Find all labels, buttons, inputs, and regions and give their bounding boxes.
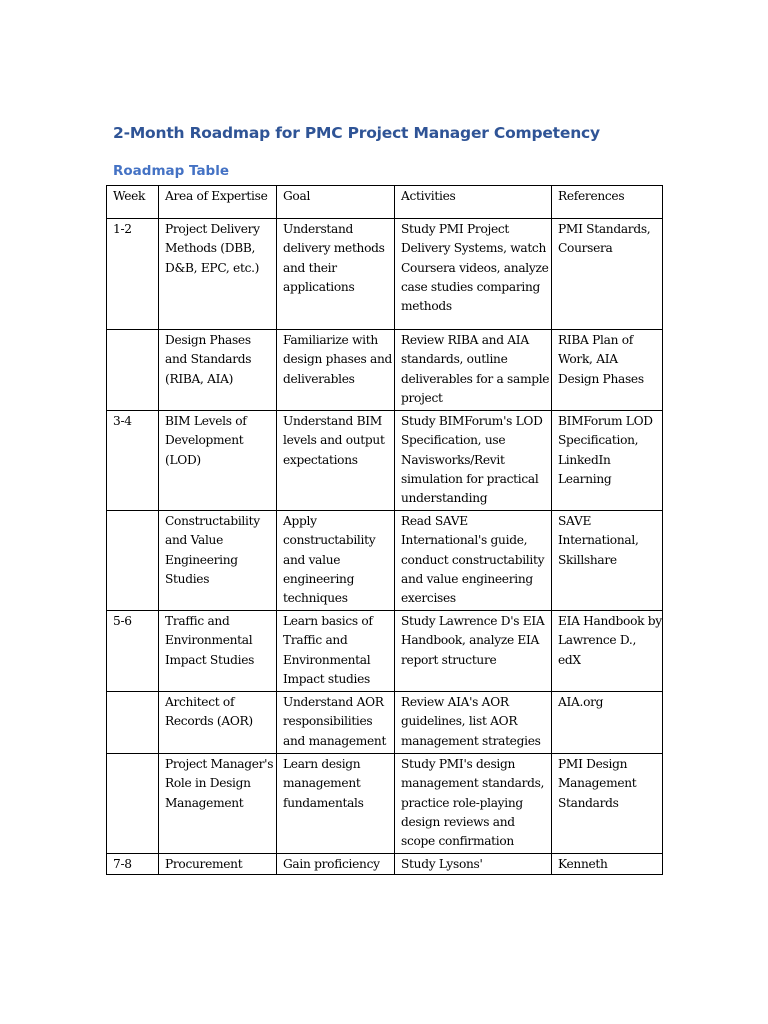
column-header-area: Area of Expertise	[159, 186, 277, 219]
cell-area: Project Manager's Role in Design Management	[159, 754, 277, 854]
cell-goal: Understand AOR responsibilities and management	[277, 692, 395, 754]
cell-activities: Study Lysons'	[395, 854, 552, 875]
cell-references: AIA.org	[552, 692, 663, 754]
cell-week: 3-4	[107, 411, 159, 511]
cell-area: BIM Levels of Development (LOD)	[159, 411, 277, 511]
cell-references: PMI Design Management Standards	[552, 754, 663, 854]
cell-area: Constructability and Value Engineering Studies	[159, 511, 277, 611]
cell-references: PMI Standards, Coursera	[552, 219, 663, 330]
cell-goal: Learn basics of Traffic and Environmental Impact studies	[277, 611, 395, 692]
table-row	[107, 511, 663, 611]
cell-area: Architect of Records (AOR)	[159, 692, 277, 754]
cell-references: SAVE International, Skillshare	[552, 511, 663, 611]
cell-week	[107, 330, 159, 411]
header-row	[107, 186, 663, 219]
table-row	[107, 854, 663, 875]
roadmap-table	[106, 185, 663, 875]
cell-week: 5-6	[107, 611, 159, 692]
table-row	[107, 219, 663, 330]
cell-references: RIBA Plan of Work, AIA Design Phases	[552, 330, 663, 411]
cell-goal: Understand delivery methods and their applications	[277, 219, 395, 330]
cell-week	[107, 692, 159, 754]
cell-activities: Study PMI's design management standards, practice role-playing design reviews and scope confirmation	[395, 754, 552, 854]
cell-week: 1-2	[107, 219, 159, 330]
page-title: 2-Month Roadmap for PMC Project Manager Competency	[113, 124, 600, 142]
table-row	[107, 611, 663, 692]
column-header-week: Week	[107, 186, 159, 219]
cell-goal: Familiarize with design phases and deliverables	[277, 330, 395, 411]
cell-goal: Gain proficiency	[277, 854, 395, 875]
cell-activities: Review AIA's AOR guidelines, list AOR management strategies	[395, 692, 552, 754]
cell-area: Project Delivery Methods (DBB, D&B, EPC, etc.)	[159, 219, 277, 330]
table-body	[107, 219, 663, 875]
cell-references: BIMForum LOD Specification, LinkedIn Learning	[552, 411, 663, 511]
cell-goal: Apply constructability and value engineering techniques	[277, 511, 395, 611]
section-heading: Roadmap Table	[113, 163, 230, 179]
column-header-activities: Activities	[395, 186, 552, 219]
cell-activities: Study BIMForum's LOD Specification, use Navisworks/Revit simulation for practical understanding	[395, 411, 552, 511]
cell-activities: Study Lawrence D's EIA Handbook, analyze EIA report structure	[395, 611, 552, 692]
cell-week	[107, 511, 159, 611]
cell-activities: Read SAVE International's guide, conduct constructability and value engineering exercises	[395, 511, 552, 611]
cell-references: EIA Handbook by Lawrence D., edX	[552, 611, 663, 692]
cell-area: Procurement	[159, 854, 277, 875]
cell-references: Kenneth	[552, 854, 663, 875]
table-header	[107, 186, 663, 219]
cell-goal: Learn design management fundamentals	[277, 754, 395, 854]
table-row	[107, 330, 663, 411]
cell-week: 7-8	[107, 854, 159, 875]
column-header-references: References	[552, 186, 663, 219]
cell-week	[107, 754, 159, 854]
cell-activities: Review RIBA and AIA standards, outline deliverables for a sample project	[395, 330, 552, 411]
cell-area: Design Phases and Standards (RIBA, AIA)	[159, 330, 277, 411]
column-header-goal: Goal	[277, 186, 395, 219]
table-row	[107, 411, 663, 511]
cell-area: Traffic and Environmental Impact Studies	[159, 611, 277, 692]
table-row	[107, 754, 663, 854]
cell-goal: Understand BIM levels and output expectations	[277, 411, 395, 511]
table-row	[107, 692, 663, 754]
cell-activities: Study PMI Project Delivery Systems, watch Coursera videos, analyze case studies comparing methods	[395, 219, 552, 330]
